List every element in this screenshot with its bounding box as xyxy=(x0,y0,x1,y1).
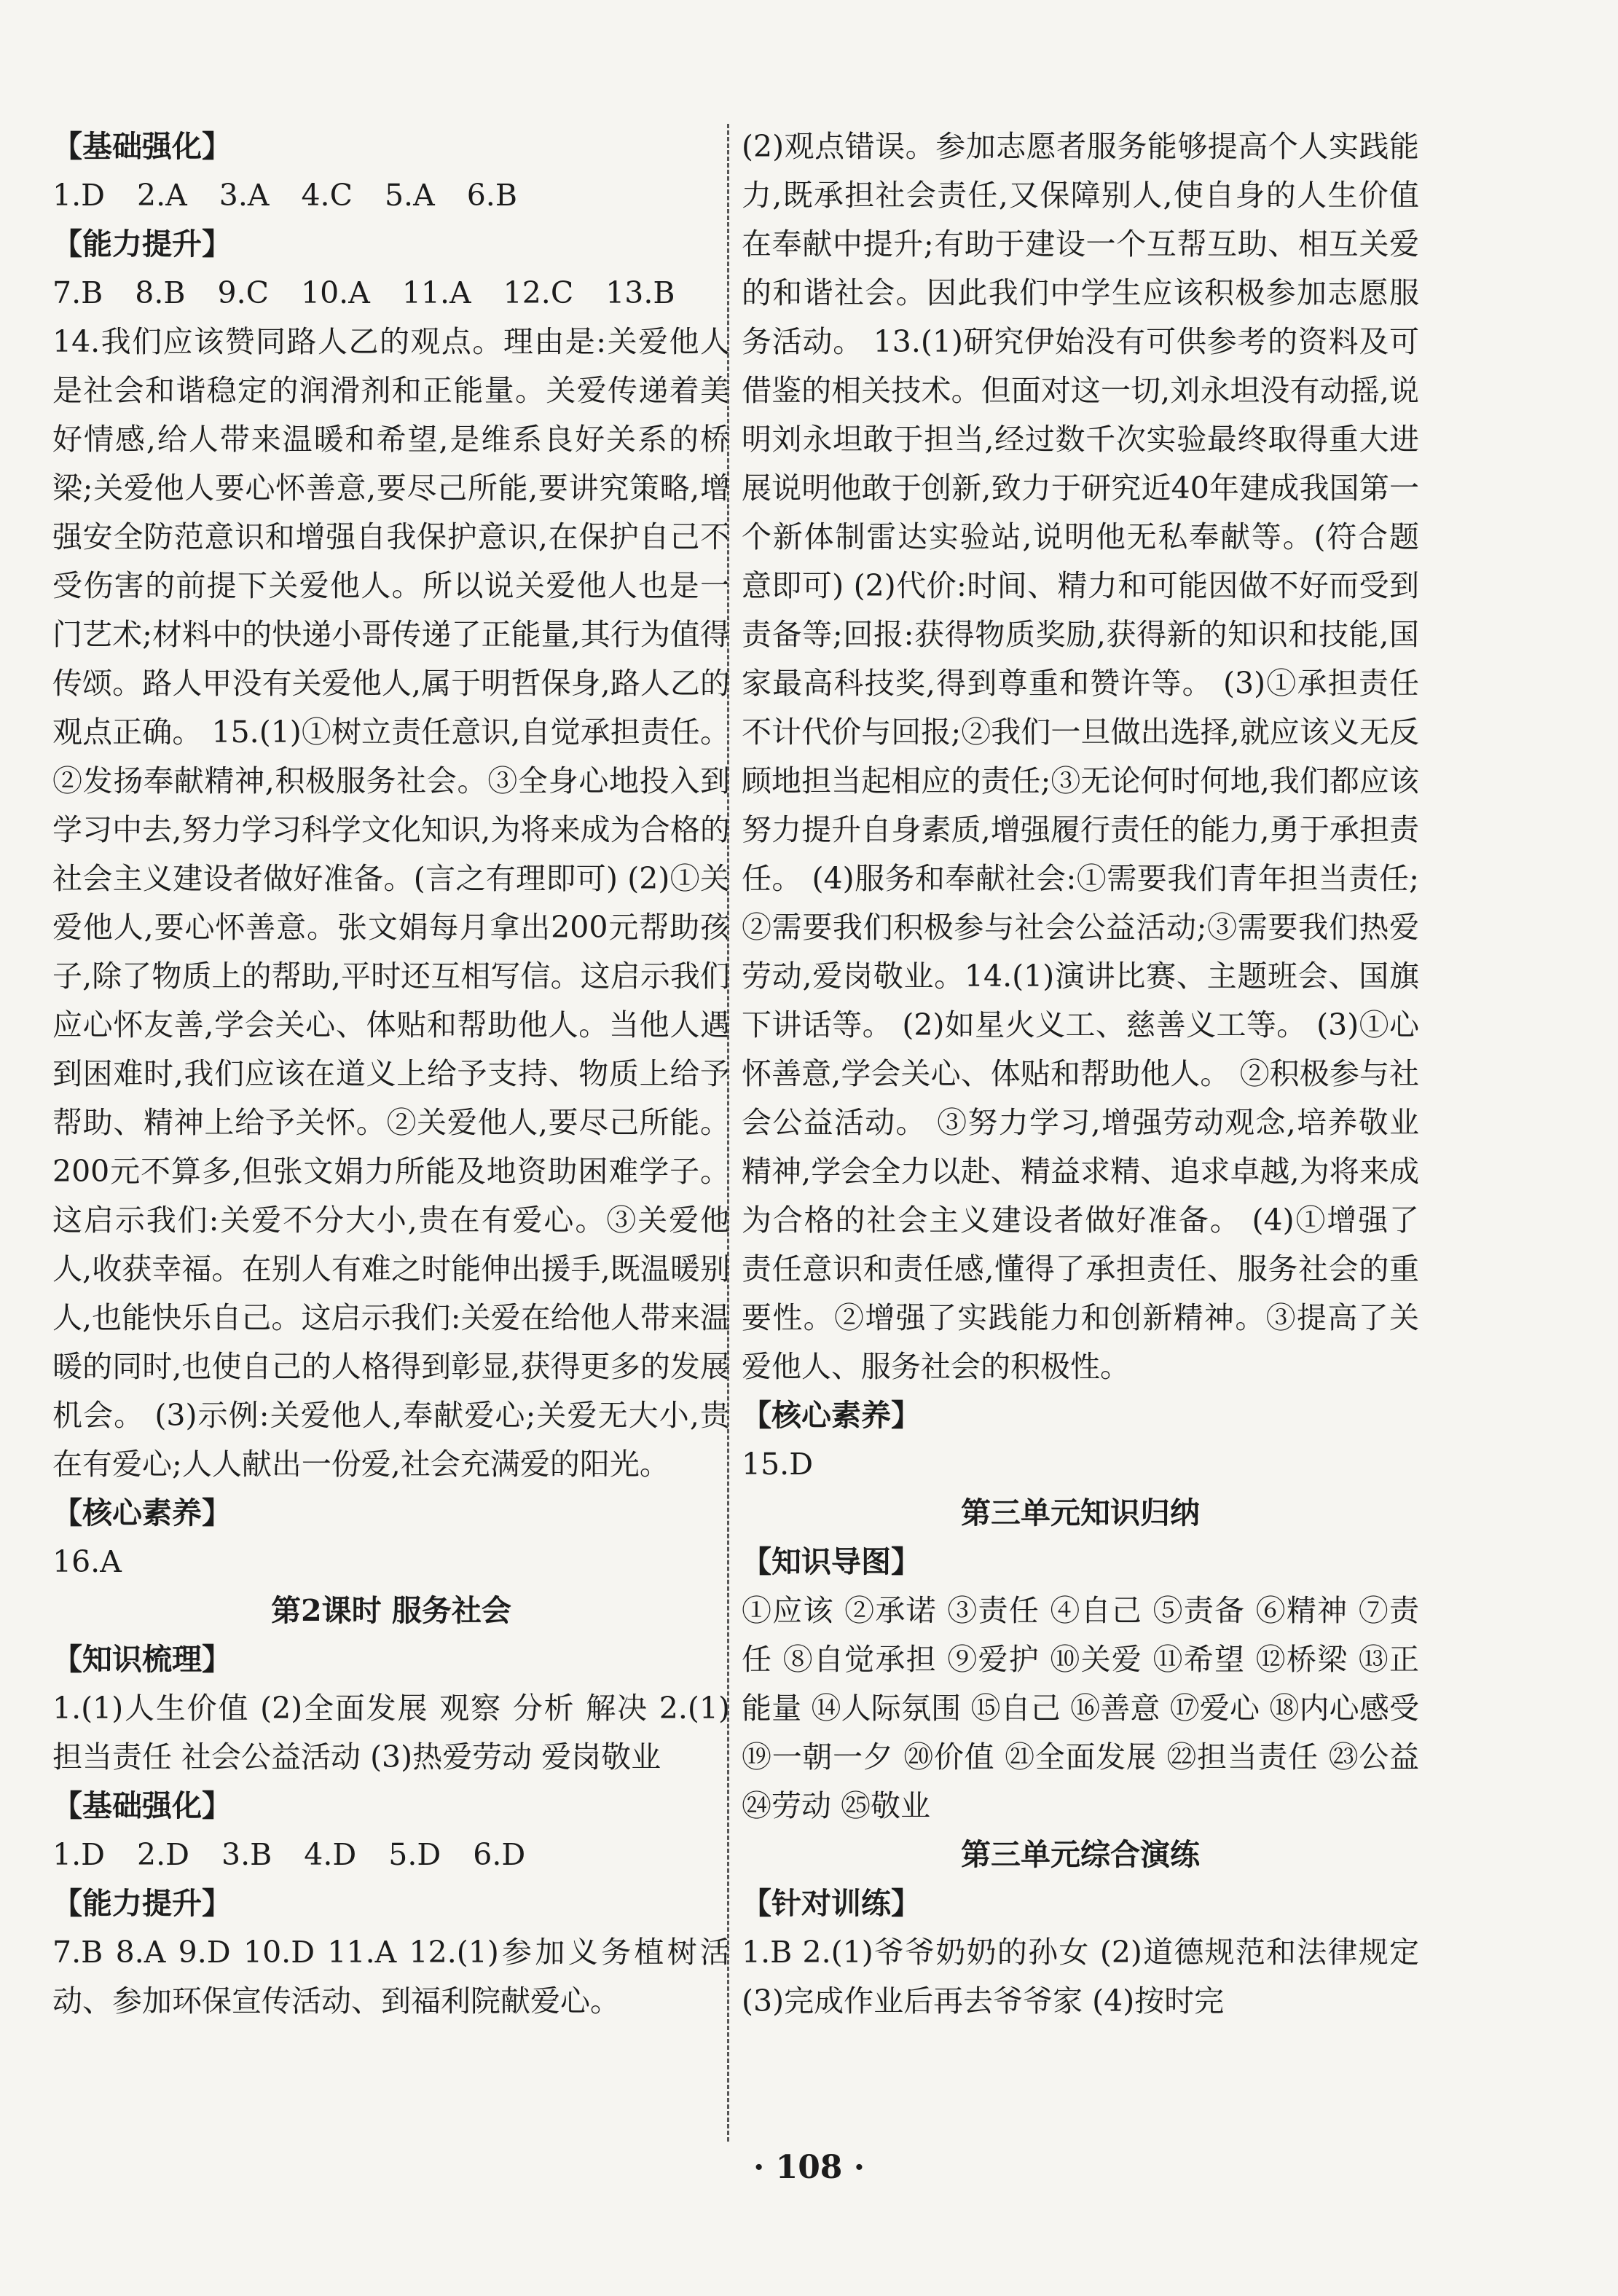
answer-item: 5.A xyxy=(384,178,435,213)
answer-item: 3.B xyxy=(221,1837,272,1872)
answer-paragraph-12-14: (2)观点错误。参加志愿者服务能够提高个人实践能力,既承担社会责任,又保障别人,使自身的人生价值在奉献中提升;有助于建设一个互帮互助、相互关爱的和谐社会。因此我们中学生应该积极参加志愿服务活动。 13.(1)研究伊始没有可供参考的资料及可借鉴的相关技术。但面对这一切,刘永坦没有动摇,说明刘永坦敢于担当,经过数千次实验最终取得重大进展说明他敢于创新,致力于研究近40年建成我国第一个新体制雷达实验站,说明他无私奉献等。(符合题意即可) (2)代价:时间、精力和可能因做不好而受到责备等;回报:获得物质奖励,获得新的知识和技能,国家最高科技奖,得到尊重和赞许等。 (3)①承担责任不计代价与回报;②我们一旦做出选择,就应该义无反顾地担当起相应的责任;③无论何时何地,我们都应该努力提升自身素质,增强履行责任的能力,勇于承担责任。 (4)服务和奉献社会:①需要我们青年担当责任;②需要我们积极参与社会公益活动;③需要我们热爱劳动,爱岗敬业。14.(1)演讲比赛、主题班会、国旗下讲话等。 (2)如星火义工、慈善义工等。 (3)①心怀善意,学会关心、体贴和帮助他人。 ②积极参与社会公益活动。 ③努力学习,增强劳动观念,培养敬业精神,学会全力以赴、精益求精、追求卓越,为将来成为合格的社会主义建设者做好准备。 (4)①增强了责任意识和责任感,懂得了承担责任、服务社会的重要性。②增强了实践能力和创新精神。③提高了关爱他人、服务社会的积极性。 xyxy=(742,129,1419,1384)
answer-paragraph-ability-2: 7.B 8.A 9.D 10.D 11.A 12.(1)参加义务植树活动、参加环保宣传活动、到福利院献爱心。 xyxy=(52,1935,730,2018)
answer-item: 2.A xyxy=(137,178,187,213)
answer-item: 6.B xyxy=(466,178,517,213)
section-heading-ability: 【能力提升】 xyxy=(52,227,232,262)
right-column xyxy=(742,122,1419,2026)
answer-item: 3.A xyxy=(219,178,270,213)
section-heading-targeted: 【针对训练】 xyxy=(742,1886,921,1921)
unit-summary-title: 第三单元知识归纳 xyxy=(961,1495,1200,1530)
answer-row-ability xyxy=(52,269,730,318)
left-column xyxy=(52,122,730,2026)
answer-item: 1.D xyxy=(52,178,105,213)
knowledge-paragraph: 1.(1)人生价值 (2)全面发展 观察 分析 解决 2.(1)担当责任 社会公益活动 (3)热爱劳动 爱岗敬业 xyxy=(52,1691,730,1774)
answer-item: 1.D xyxy=(52,1837,105,1872)
answer-item: 5.D xyxy=(388,1837,441,1872)
answer-item: 4.C xyxy=(301,178,353,213)
answer-core-2: 15.D xyxy=(742,1447,814,1482)
answer-item: 6.D xyxy=(473,1837,526,1872)
page-number: · 108 · xyxy=(753,2149,865,2186)
answer-item: 10.A xyxy=(301,275,370,310)
section-heading-knowledge: 【知识梳理】 xyxy=(52,1642,232,1677)
section-heading-mindmap: 【知识导图】 xyxy=(742,1544,921,1579)
answer-item: 9.C xyxy=(217,275,269,310)
answer-core: 16.A xyxy=(52,1544,122,1579)
section-heading-basic: 【基础强化】 xyxy=(52,129,232,164)
answer-item: 8.B xyxy=(135,275,186,310)
section-heading-ability-2: 【能力提升】 xyxy=(52,1886,232,1921)
column-divider xyxy=(727,124,729,2142)
answer-item: 4.D xyxy=(304,1837,357,1872)
mindmap-paragraph: ①应该 ②承诺 ③责任 ④自己 ⑤责备 ⑥精神 ⑦责任 ⑧自觉承担 ⑨爱护 ⑩关爱 ⑪希望 ⑫桥梁 ⑬正能量 ⑭人际氛围 ⑮自己 ⑯善意 ⑰爱心 ⑱内心感受 ⑲一朝一夕 ⑳价值 ㉑全面发展 ㉒担当责任 ㉓公益 ㉔劳动 ㉕敬业 xyxy=(742,1593,1419,1823)
answer-item: 11.A xyxy=(401,275,471,310)
targeted-paragraph: 1.B 2.(1)爷爷奶奶的孙女 (2)道德规范和法律规定 (3)完成作业后再去爷爷家 (4)按时完 xyxy=(742,1935,1419,2018)
answer-paragraph-14-15: 14.我们应该赞同路人乙的观点。理由是:关爱他人是社会和谐稳定的润滑剂和正能量。关爱传递着美好情感,给人带来温暖和希望,是维系良好关系的桥梁;关爱他人要心怀善意,要尽己所能,要讲究策略,增强安全防范意识和增强自我保护意识,在保护自己不受伤害的前提下关爱他人。所以说关爱他人也是一门艺术;材料中的快递小哥传递了正能量,其行为值得传颂。路人甲没有关爱他人,属于明哲保身,路人乙的观点正确。 15.(1)①树立责任意识,自觉承担责任。②发扬奉献精神,积极服务社会。③全身心地投入到学习中去,努力学习科学文化知识,为将来成为合格的社会主义建设者做好准备。(言之有理即可) (2)①关爱他人,要心怀善意。张文娟每月拿出200元帮助孩子,除了物质上的帮助,平时还互相写信。这启示我们应心怀友善,学会关心、体贴和帮助他人。当他人遇到困难时,我们应该在道义上给予支持、物质上给予帮助、精神上给予关怀。②关爱他人,要尽己所能。200元不算多,但张文娟力所能及地资助困难学子。这启示我们:关爱不分大小,贵在有爱心。③关爱他人,收获幸福。在别人有难之时能伸出援手,既温暖别人,也能快乐自己。这启示我们:关爱在给他人带来温暖的同时,也使自己的人格得到彰显,获得更多的发展机会。 (3)示例:关爱他人,奉献爱心;关爱无大小,贵在有爱心;人人献出一份爱,社会充满爱的阳光。 xyxy=(52,324,730,1482)
answer-row-basic-2 xyxy=(52,1831,730,1879)
answer-item: 12.C xyxy=(503,275,574,310)
answer-row-basic xyxy=(52,171,730,220)
answer-item: 2.D xyxy=(137,1837,189,1872)
answer-item: 7.B xyxy=(52,275,103,310)
section-heading-core: 【核心素养】 xyxy=(52,1495,232,1530)
section-heading-core-2: 【核心素养】 xyxy=(742,1398,921,1433)
unit-practice-title: 第三单元综合演练 xyxy=(961,1837,1200,1872)
section-heading-basic-2: 【基础强化】 xyxy=(52,1788,232,1823)
answer-item: 13.B xyxy=(605,275,675,310)
lesson-title: 第2课时 服务社会 xyxy=(271,1593,511,1628)
